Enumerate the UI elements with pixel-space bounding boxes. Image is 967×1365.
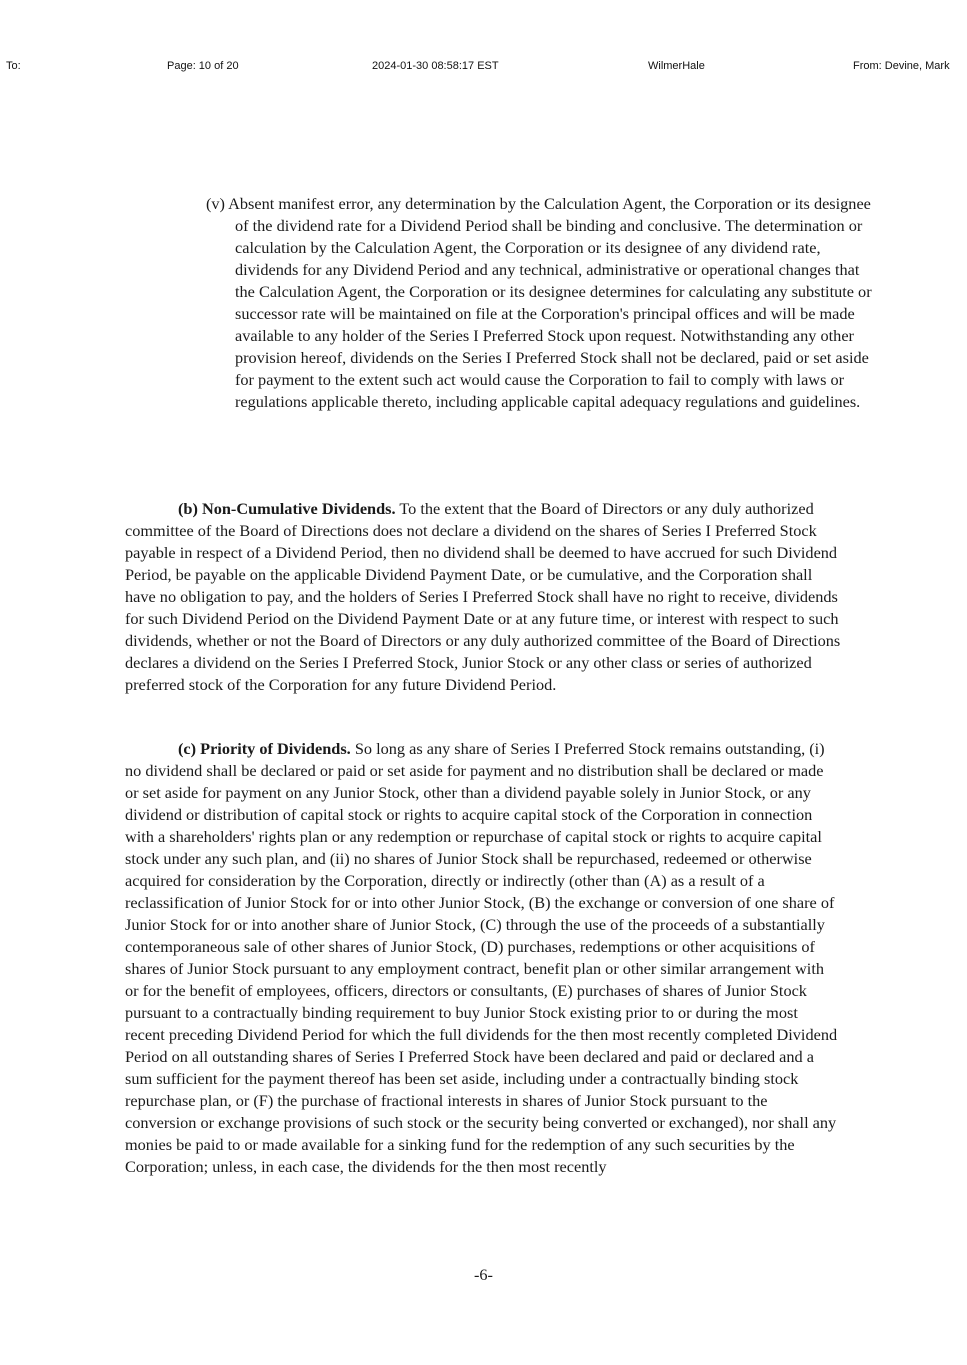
- fax-page-count: Page: 10 of 20: [167, 60, 239, 72]
- fax-header: [0, 60, 967, 76]
- section-b-paragraph: [125, 498, 841, 696]
- page-number: -6-: [474, 1265, 493, 1284]
- section-c-text: So long as any share of Series I Preferred Stock remains outstanding, (i) no dividend shall be declared or paid or set aside for payment and no distribution shall be declared or made or set aside for payment on any Junior Stock, other than a dividend payable solely in Junior Stock, or any dividend or distribution of capital stock or rights to acquire capital stock of the Corporation in connection with a shareholders' rights plan or any redemption or repurchase of capital stock or rights to acquire capital stock under any such plan, and (ii) no shares of Junior Stock shall be repurchased, redeemed or otherwise acquired for consideration by the Corporation, directly or indirectly (other than (A) as a result of a reclassification of Junior Stock for or into other Junior Stock, (B) the exchange or conversion of one share of Junior Stock for or into another share of Junior Stock, (C) through the use of the proceeds of a substantially contemporaneous sale of other shares of Junior Stock, (D) purchases, redemptions or other acquisitions of shares of Junior Stock pursuant to any employment contract, benefit plan or other similar arrangement with or for the benefit of employees, officers, directors or consultants, (E) purchases of shares of Junior Stock pursuant to a contractually binding requirement to buy Junior Stock existing prior to or during the most recent preceding Dividend Period for which the full dividends for the then most recently completed Dividend Period on all outstanding shares of Series I Preferred Stock have been declared and paid or declared and a sum sufficient for the payment thereof has been set aside, including under a contractually binding stock repurchase plan, or (F) the purchase of fractional interests in shares of Junior Stock pursuant to the conversion or exchange provisions of such stock or the security being converted or exchanged), nor shall any monies be paid to or made available for a sinking fund for the redemption of any such securities by the Corporation; unless, in each case, the dividends for the then most recently: [125, 739, 838, 1176]
- fax-to: To:: [6, 60, 21, 72]
- section-b-text: To the extent that the Board of Directors or any duly authorized committee of the Board of Directions does not declare a dividend on the shares of Series I Preferred Stock payable in respect of a Dividend Period, then no dividend shall be deemed to have accrued for such Dividend Period, be payable on the applicable Dividend Payment Date, or be cumulative, and the Corporation shall have no obligation to pay, and the holders of Series I Preferred Stock shall have no right to receive, dividends for such Dividend Period on the Dividend Payment Date or at any future time, or interest with respect to such dividends, whether or not the Board of Directors or any duly authorized committee of the Board of Directions declares a dividend on the Series I Preferred Stock, Junior Stock or any other class or series of authorized preferred stock of the Corporation for any future Dividend Period.: [125, 499, 841, 694]
- subsection-v-label: (v): [206, 194, 225, 213]
- fax-timestamp: 2024-01-30 08:58:17 EST: [372, 60, 499, 72]
- section-b-heading: (b) Non-Cumulative Dividends.: [178, 499, 396, 518]
- fax-firm: WilmerHale: [648, 60, 705, 72]
- section-c-paragraph: [125, 738, 841, 1178]
- section-c-heading: (c) Priority of Dividends.: [178, 739, 351, 758]
- subsection-v-text: Absent manifest error, any determination by the Calculation Agent, the Corporation or its designee of the dividend rate for a Dividend Period shall be binding and conclusive. The determination or calculation by the Calculation Agent, the Corporation or its designee of any dividend rate, dividends for any Dividend Period and any technical, administrative or operational changes that the Calculation Agent, the Corporation or its designee determines for calculating any substitute or successor rate will be maintained on file at the Corporation's principal offices and will be made available to any holder of the Series I Preferred Stock upon request. Notwithstanding any other provision hereof, dividends on the Series I Preferred Stock shall not be declared, paid or set aside for payment to the extent such act would cause the Corporation to fail to comply with laws or regulations applicable thereto, including applicable capital adequacy regulations and guidelines.: [228, 194, 872, 411]
- subsection-v: [206, 193, 875, 413]
- fax-from: From: Devine, Mark: [853, 60, 950, 72]
